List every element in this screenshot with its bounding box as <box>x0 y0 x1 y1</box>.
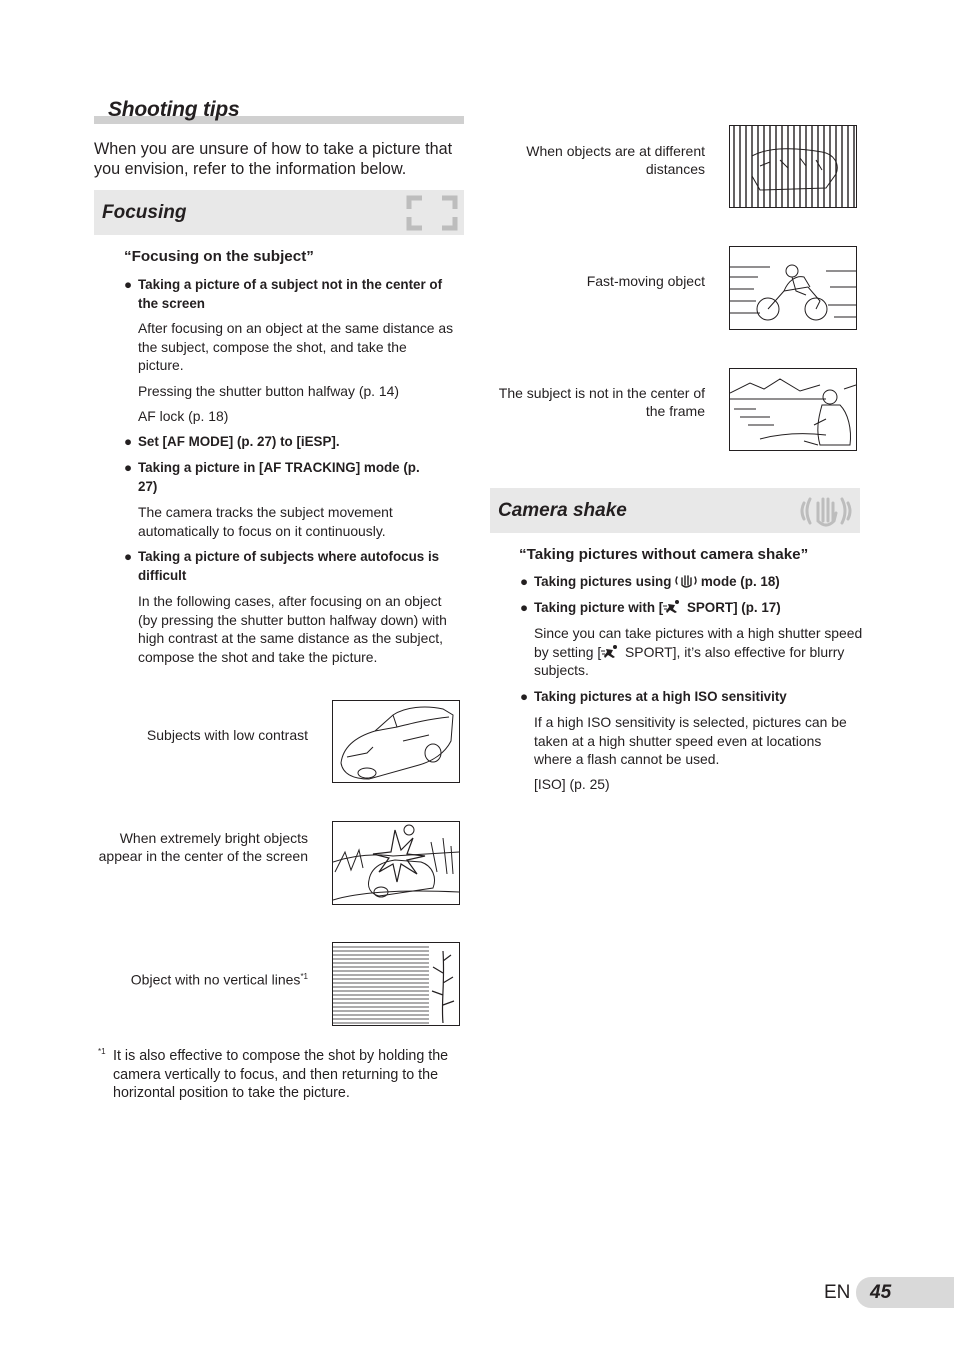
focusing-bullet-2 <box>124 433 456 452</box>
focusing-title: Focusing <box>102 202 187 223</box>
focusing-b1-ref1: Pressing the shutter button halfway (p. 14) <box>138 383 399 399</box>
camera-shake-bullet-3 <box>520 688 854 707</box>
footnote-text: It is also effective to compose the shot by holding the camera vertically to focus, and then returning to the horizontal position to take the picture. <box>113 1048 449 1101</box>
focusing-section-header <box>94 190 464 235</box>
focusing-subhead: “Focusing on the subject” <box>124 248 314 265</box>
bullet-dot: ● <box>520 574 529 589</box>
intro-text: When you are unsure of how to take a picture that you envision, refer to the information below. <box>94 140 453 178</box>
camera-shake-b3-text: If a high ISO sensitivity is selected, pictures can be taken at a high shutter speed even at locations where a flash cannot be used. <box>534 714 847 767</box>
bullet-dot: ● <box>124 460 133 475</box>
bullet-text: Taking pictures at a high ISO sensitivity <box>534 689 787 704</box>
footnote-ref: *1 <box>300 972 308 981</box>
bullet-dot: ● <box>124 549 133 564</box>
camera-shake-subhead: “Taking pictures without camera shake” <box>519 546 809 563</box>
bullet-text: Set [AF MODE] (p. 27) to [iESP]. <box>138 434 340 449</box>
focusing-b3-text: The camera tracks the subject movement automatically to focus on it continuously. <box>138 504 393 539</box>
bars-graphic <box>730 126 856 207</box>
camera-shake-b2-text <box>534 624 864 680</box>
illustration-photographer-landscape <box>729 368 857 451</box>
focusing-b1-text: After focusing on an object at the same distance as the subject, compose the shot, and take the picture. <box>138 320 454 373</box>
horizontal-lines-graphic <box>333 943 459 1025</box>
illustration-motorcycle <box>729 246 857 330</box>
focusing-bullet-4 <box>124 548 456 585</box>
illustration-tiger-behind-bars <box>729 125 857 208</box>
bullet-text: Taking a picture in [AF TRACKING] mode (p. 27) <box>138 460 420 494</box>
bullet-text-post: SPORT] (p. 17) <box>686 600 781 615</box>
sport-mode-icon <box>663 599 683 614</box>
camera-shake-section-header <box>490 488 860 533</box>
af-frame-icon <box>406 195 458 231</box>
caption-no-vertical-lines <box>94 968 308 989</box>
focusing-bullet-1 <box>124 276 456 313</box>
bullet-dot: ● <box>124 434 133 449</box>
focusing-b4-text: In the following cases, after focusing on an object (by pressing the shutter button halfway down) with high contrast at the same distance as the subject, compose the shot and take the picture. <box>138 593 447 665</box>
page-number: 45 <box>870 1282 892 1303</box>
shaking-hand-icon <box>798 491 854 531</box>
bullet-dot: ● <box>520 689 529 704</box>
footnote-mark: *1 <box>98 1047 106 1056</box>
sport-mode-icon <box>601 644 621 659</box>
bullet-text-post: mode (p. 18) <box>700 574 780 589</box>
camera-shake-title: Camera shake <box>498 500 627 521</box>
camera-shake-bullet-2 <box>520 599 854 618</box>
caption-text: Object with no vertical lines <box>130 971 301 988</box>
bullet-text-pre: Taking picture with [ <box>534 600 664 615</box>
illustration-sports-car <box>332 700 460 783</box>
camera-shake-b3-ref: [ISO] (p. 25) <box>534 776 610 792</box>
body-text-pre: Since you can take pictures with a high shutter speed by setting [ <box>534 625 863 660</box>
bullet-text-pre: Taking pictures using <box>534 574 672 589</box>
caption-low-contrast: Subjects with low contrast <box>146 727 308 743</box>
language-label: EN <box>824 1282 851 1303</box>
caption-fast-moving: Fast-moving object <box>586 273 705 289</box>
caption-not-in-center: The subject is not in the center of the frame <box>498 385 705 419</box>
bullet-dot: ● <box>124 277 133 292</box>
caption-bright-objects: When extremely bright objects appear in the center of the screen <box>98 830 308 864</box>
anti-shake-mode-icon <box>675 573 697 588</box>
focusing-bullet-3 <box>124 459 438 496</box>
illustration-horizontal-lines <box>332 942 460 1026</box>
body-text-post: SPORT], it’s also effective for blurry subjects. <box>534 643 845 678</box>
bullet-dot: ● <box>520 600 529 615</box>
focusing-b1-ref2: AF lock (p. 18) <box>138 408 229 424</box>
page-title: Shooting tips <box>108 98 240 121</box>
bullet-text: Taking a picture of subjects where autofocus is difficult <box>138 549 440 583</box>
illustration-car-sun <box>332 821 460 905</box>
camera-shake-bullet-1 <box>520 573 854 592</box>
bullet-text: Taking a picture of a subject not in the center of the screen <box>138 277 443 311</box>
caption-different-distances: When objects are at different distances <box>526 143 705 177</box>
